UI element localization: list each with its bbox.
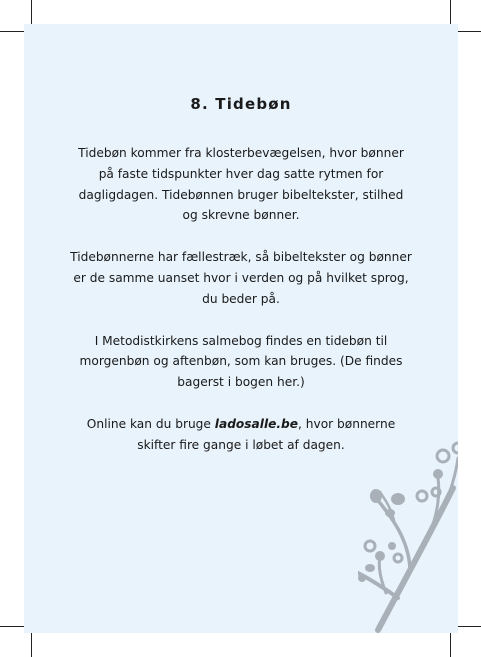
paragraph-4-text-before: Online kan du bruge: [86, 416, 215, 431]
page-title: 8. Tidebøn: [190, 95, 292, 113]
crop-mark: [0, 31, 24, 32]
crop-mark: [458, 31, 481, 32]
crop-mark: [458, 626, 481, 627]
crop-mark: [0, 626, 24, 627]
paragraph-2: Tidebønnerne har fællestræk, så bibeltekster og bønner er de samme uanset hvor i verden og på hvilket sprog, du beder på.: [70, 250, 412, 306]
paragraph-3: I Metodistkirkens salmebog findes en tidebøn til morgenbøn og aftenbøn, som kan bruges. (De findes bagerst i bogen her.): [79, 333, 403, 390]
paragraph-4-text-after: , hvor bønnerne skifter fire gange i løbet af dagen.: [137, 416, 396, 452]
content-card: [24, 24, 458, 633]
website-link[interactable]: ladosalle.be: [214, 416, 299, 431]
paragraph-1: Tidebøn kommer fra klosterbevægelsen, hvor bønner på faste tidspunkter hver dag satte rytmen for dagligdagen. Tidebønnen bruger bibeltekster, stilhed og skrevne bønner.: [78, 146, 404, 223]
crop-mark: [450, 0, 451, 24]
crop-mark: [31, 633, 32, 657]
crop-mark: [450, 633, 451, 657]
botanical-branch-icon: [358, 408, 458, 633]
crop-mark: [31, 0, 32, 24]
